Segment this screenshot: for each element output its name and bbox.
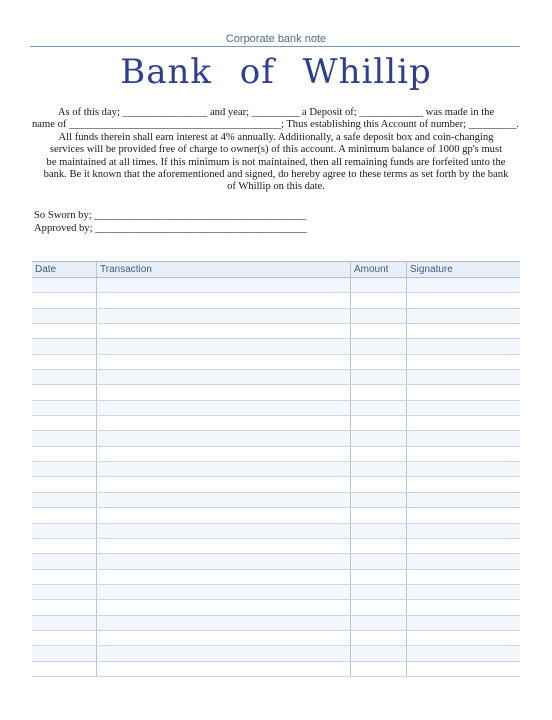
transaction-cell[interactable] (97, 477, 351, 491)
amount-cell[interactable] (351, 462, 407, 476)
table-row (32, 616, 520, 631)
transaction-cell[interactable] (97, 631, 351, 645)
table-row (32, 431, 520, 446)
table-row (32, 401, 520, 416)
approved-by-line: Approved by; ________________________________________ (34, 223, 308, 234)
agreement-text (32, 107, 520, 194)
agreement-line: be maintained at all times. If this minimum is not maintained, then all remaining funds are forfeited unto the (46, 156, 506, 168)
signature-cell[interactable] (407, 554, 520, 568)
amount-cell[interactable] (351, 508, 407, 522)
table-row (32, 631, 520, 646)
ledger-body (32, 278, 520, 677)
table-row (32, 355, 520, 370)
table-row (32, 416, 520, 431)
date-cell[interactable] (32, 385, 97, 399)
header-divider (30, 46, 520, 47)
date-cell[interactable] (32, 646, 97, 660)
transaction-cell[interactable] (97, 493, 351, 507)
column-header-transaction: Transaction (97, 262, 351, 277)
transaction-ledger-table (32, 261, 520, 677)
signature-cell[interactable] (407, 631, 520, 645)
title-word-of: of (239, 52, 275, 92)
transaction-cell[interactable] (97, 554, 351, 568)
transaction-cell[interactable] (97, 662, 351, 676)
agreement-line: All funds therein shall earn interest at 4% annually. Additionally, a safe deposit box and coin-changing (58, 131, 494, 143)
date-cell[interactable] (32, 493, 97, 507)
signature-cell[interactable] (407, 355, 520, 369)
date-cell[interactable] (32, 401, 97, 415)
signature-cell[interactable] (407, 493, 520, 507)
signature-cell[interactable] (407, 416, 520, 430)
signature-cell[interactable] (407, 370, 520, 384)
signature-block (34, 209, 334, 235)
date-cell[interactable] (32, 585, 97, 599)
transaction-cell[interactable] (97, 309, 351, 323)
table-row (32, 524, 520, 539)
agreement-line: As of this day; ________________ and year; _________ a Deposit of; ____________ was made in the (57, 107, 495, 118)
signature-cell[interactable] (407, 309, 520, 323)
transaction-cell[interactable] (97, 585, 351, 599)
amount-cell[interactable] (351, 539, 407, 553)
amount-cell[interactable] (351, 477, 407, 491)
transaction-cell[interactable] (97, 646, 351, 660)
amount-cell[interactable] (351, 309, 407, 323)
table-row (32, 278, 520, 293)
signature-cell[interactable] (407, 477, 520, 491)
transaction-cell[interactable] (97, 278, 351, 292)
amount-cell[interactable] (351, 355, 407, 369)
transaction-cell[interactable] (97, 570, 351, 584)
agreement-line: name of ________________________________________; Thus establishing this Account of number; _________. (32, 119, 520, 131)
transaction-cell[interactable] (97, 293, 351, 307)
transaction-cell[interactable] (97, 539, 351, 553)
signature-cell[interactable] (407, 508, 520, 522)
page-title (0, 52, 552, 92)
transaction-cell[interactable] (97, 401, 351, 415)
table-row (32, 385, 520, 400)
title-word-whillip: Whillip (302, 52, 432, 92)
amount-cell[interactable] (351, 585, 407, 599)
signature-cell[interactable] (407, 646, 520, 660)
transaction-cell[interactable] (97, 616, 351, 630)
amount-cell[interactable] (351, 447, 407, 461)
amount-cell[interactable] (351, 616, 407, 630)
date-cell[interactable] (32, 339, 97, 353)
date-cell[interactable] (32, 278, 97, 292)
table-row (32, 662, 520, 677)
signature-cell[interactable] (407, 401, 520, 415)
date-cell[interactable] (32, 662, 97, 676)
signature-cell[interactable] (407, 662, 520, 676)
signature-cell[interactable] (407, 524, 520, 538)
signature-cell[interactable] (407, 462, 520, 476)
amount-cell[interactable] (351, 570, 407, 584)
transaction-cell[interactable] (97, 508, 351, 522)
table-row (32, 462, 520, 477)
signature-cell[interactable] (407, 539, 520, 553)
date-cell[interactable] (32, 293, 97, 307)
signature-cell[interactable] (407, 570, 520, 584)
agreement-line: services will be provided free of charge to owner(s) of this account. A minimum balance of 1000 gp's must (49, 144, 503, 156)
table-row (32, 570, 520, 585)
document-header-label: Corporate bank note (225, 33, 327, 45)
table-row (32, 646, 520, 661)
table-row (32, 447, 520, 462)
date-cell[interactable] (32, 616, 97, 630)
signature-cell[interactable] (407, 339, 520, 353)
transaction-cell[interactable] (97, 462, 351, 476)
transaction-cell[interactable] (97, 524, 351, 538)
table-row (32, 493, 520, 508)
transaction-cell[interactable] (97, 324, 351, 338)
table-row (32, 339, 520, 354)
amount-cell[interactable] (351, 600, 407, 614)
amount-cell[interactable] (351, 646, 407, 660)
table-row (32, 539, 520, 554)
date-cell[interactable] (32, 370, 97, 384)
amount-cell[interactable] (351, 339, 407, 353)
table-row (32, 585, 520, 600)
date-cell[interactable] (32, 600, 97, 614)
signature-cell[interactable] (407, 585, 520, 599)
table-row (32, 600, 520, 615)
signature-cell[interactable] (407, 293, 520, 307)
date-cell[interactable] (32, 324, 97, 338)
transaction-cell[interactable] (97, 431, 351, 445)
date-cell[interactable] (32, 355, 97, 369)
agreement-line: bank. Be it known that the aforementioned and signed, do hereby agree to these terms as set forth by the bank (43, 169, 509, 181)
date-cell[interactable] (32, 416, 97, 430)
amount-cell[interactable] (351, 524, 407, 538)
amount-cell[interactable] (351, 293, 407, 307)
date-cell[interactable] (32, 447, 97, 461)
amount-cell[interactable] (351, 493, 407, 507)
amount-cell[interactable] (351, 401, 407, 415)
date-cell[interactable] (32, 554, 97, 568)
transaction-cell[interactable] (97, 600, 351, 614)
date-cell[interactable] (32, 524, 97, 538)
table-row (32, 309, 520, 324)
amount-cell[interactable] (351, 385, 407, 399)
signature-cell[interactable] (407, 616, 520, 630)
table-row (32, 477, 520, 492)
title-word-bank: Bank (120, 52, 212, 92)
transaction-cell[interactable] (97, 447, 351, 461)
transaction-cell[interactable] (97, 416, 351, 430)
transaction-cell[interactable] (97, 385, 351, 399)
column-header-signature: Signature (410, 264, 453, 275)
table-row (32, 293, 520, 308)
signature-cell[interactable] (407, 324, 520, 338)
date-cell[interactable] (32, 508, 97, 522)
table-row (32, 554, 520, 569)
date-cell[interactable] (32, 431, 97, 445)
transaction-cell[interactable] (97, 370, 351, 384)
amount-cell[interactable] (351, 431, 407, 445)
amount-cell[interactable] (351, 370, 407, 384)
ledger-header-row (32, 261, 520, 278)
date-cell[interactable] (32, 477, 97, 491)
transaction-cell[interactable] (97, 339, 351, 353)
date-cell[interactable] (32, 570, 97, 584)
table-row (32, 324, 520, 339)
date-cell[interactable] (32, 309, 97, 323)
amount-cell[interactable] (351, 554, 407, 568)
transaction-cell[interactable] (97, 355, 351, 369)
date-cell[interactable] (32, 462, 97, 476)
amount-cell[interactable] (351, 278, 407, 292)
agreement-line: of Whillip on this date. (227, 181, 325, 193)
signature-cell[interactable] (407, 385, 520, 399)
date-cell[interactable] (32, 539, 97, 553)
amount-cell[interactable] (351, 324, 407, 338)
date-cell[interactable] (32, 631, 97, 645)
amount-cell[interactable] (351, 662, 407, 676)
amount-cell[interactable] (351, 631, 407, 645)
amount-cell[interactable] (351, 416, 407, 430)
column-header-date: Date (32, 262, 97, 277)
table-row (32, 508, 520, 523)
signature-cell[interactable] (407, 600, 520, 614)
signature-cell[interactable] (407, 447, 520, 461)
signature-cell[interactable] (407, 431, 520, 445)
table-row (32, 370, 520, 385)
signature-cell[interactable] (407, 278, 520, 292)
column-header-amount: Amount (351, 262, 407, 277)
sworn-by-line: So Sworn by; ________________________________________ (34, 210, 307, 221)
